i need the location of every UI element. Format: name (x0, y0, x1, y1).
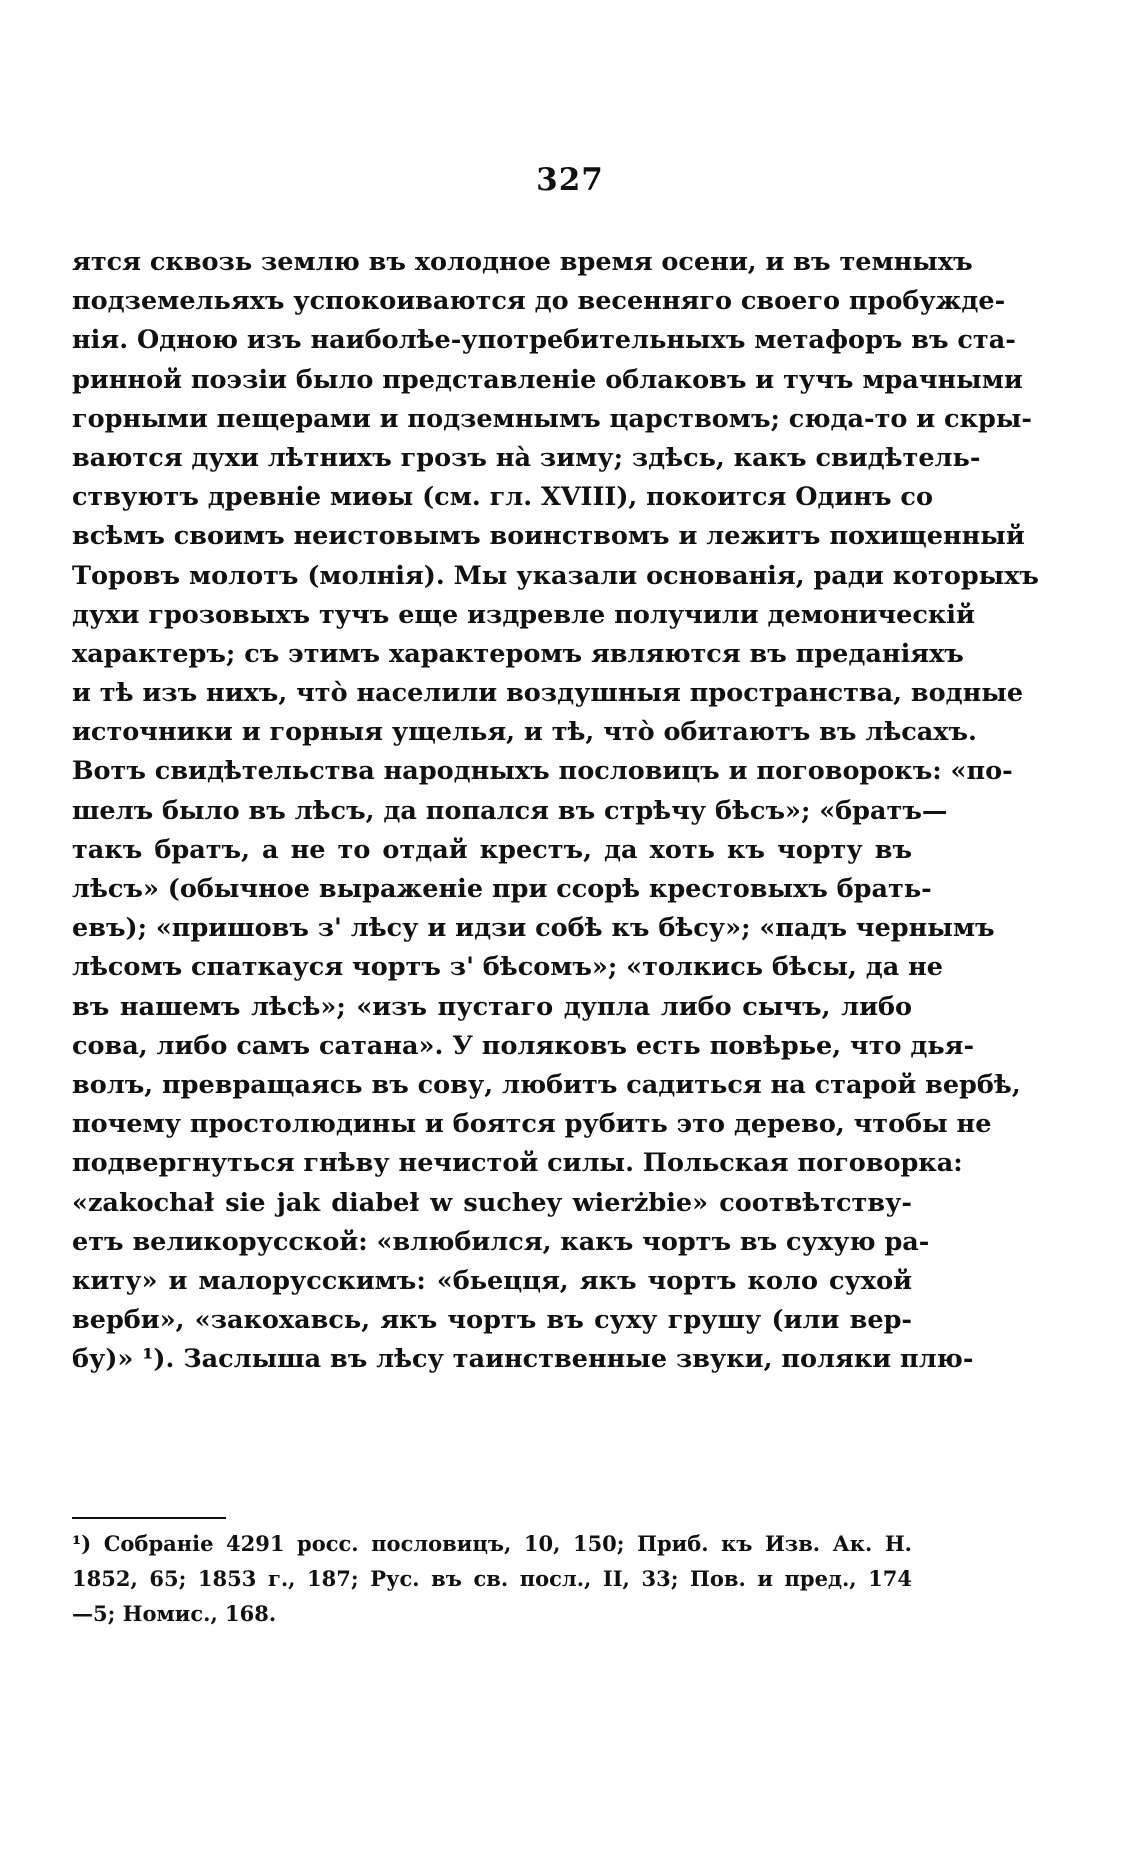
text-line: евъ); «пришовъ з' лѣсу и идзи собѣ къ бѣсу»; «падъ чернымъ (72, 913, 995, 944)
text-line: «zakochał sie jak diabeł w suchey wierżbie» соотвѣтству- (72, 1187, 912, 1218)
text-line: лѣсомъ спаткауся чортъ з' бѣсомъ»; «толкись бѣсы, да не (72, 952, 943, 983)
text-line: въ нашемъ лѣсѣ»; «изъ пустаго дупла либо сычъ, либо (72, 991, 912, 1022)
text-line: волъ, превращаясь въ сову, любитъ садиться на старой вербѣ, (72, 1069, 1021, 1100)
text-line: источники и горныя ущелья, и тѣ, что̀ обитаютъ въ лѣсахъ. (72, 717, 977, 748)
text-line: духи грозовыхъ тучъ еще издревле получили демоническій (72, 599, 975, 630)
body-text (72, 243, 1039, 1379)
text-line: характеръ; съ этимъ характеромъ являются въ преданіяхъ (72, 638, 964, 669)
footnote-divider (72, 1517, 226, 1519)
text-line: почему простолюдины и боятся рубить это дерево, чтобы не (72, 1109, 992, 1140)
text-line: ствуютъ древніе миѳы (см. гл. XVIII), покоится Одинъ со (72, 482, 933, 513)
text-line: шелъ было въ лѣсъ, да попался въ стрѣчу бѣсъ»; «братъ— (72, 795, 948, 826)
text-line: бу)» ¹). Заслыша въ лѣсу таинственные звуки, поляки плю- (72, 1344, 974, 1375)
footnote-line: 1852, 65; 1853 г., 187; Рус. въ св. посл., II, 33; Пов. и пред., 174 (72, 1566, 912, 1591)
footnote-line: —5; Номис., 168. (72, 1601, 277, 1626)
text-line: такъ братъ, а не то отдай крестъ, да хоть къ чорту въ (72, 834, 912, 865)
text-line: Вотъ свидѣтельства народныхъ пословицъ и поговорокъ: «по- (72, 756, 1013, 787)
text-line: нія. Одною изъ наиболѣе-употребительныхъ метафоръ въ ста- (72, 325, 1016, 356)
text-line: ваются духи лѣтнихъ грозъ на̀ зиму; здѣсь, какъ свидѣтель- (72, 442, 981, 473)
text-line: горными пещерами и подземнымъ царствомъ; сюда-то и скры- (72, 403, 1032, 434)
text-line: етъ великорусской: «влюбился, какъ чортъ въ сухую ра- (72, 1226, 930, 1257)
text-line: всѣмъ своимъ неистовымъ воинствомъ и лежитъ похищенный (72, 521, 1025, 552)
text-line: киту» и малорусскимъ: «бьецця, якъ чортъ коло сухой (72, 1265, 912, 1296)
text-line: ринной поэзіи было представленіе облаковъ и тучъ мрачными (72, 364, 1023, 395)
text-line: подвергнуться гнѣву нечистой силы. Польская поговорка: (72, 1148, 963, 1179)
footnote-line: ¹) Собраніе 4291 росс. пословицъ, 10, 150; Приб. къ Изв. Ак. Н. (72, 1531, 912, 1556)
page-number: 327 (536, 162, 604, 198)
text-line: Торовъ молотъ (молнія). Мы указали основанія, ради которыхъ (72, 560, 1039, 591)
text-line: подземельяхъ успокоиваются до весенняго своего пробужде- (72, 286, 1006, 317)
text-line: ятся сквозь землю въ холодное время осени, и въ темныхъ (72, 247, 973, 277)
footnotes (72, 1526, 912, 1631)
text-line: сова, либо самъ сатана». У поляковъ есть повѣрье, что дья- (72, 1030, 975, 1061)
text-line: лѣсъ» (обычное выраженіе при ссорѣ крестовыхъ брать- (72, 874, 932, 904)
text-line: верби», «закохавсь, якъ чортъ въ суху грушу (или вер- (72, 1305, 912, 1336)
text-line: и тѣ изъ нихъ, что̀ населили воздушныя пространства, водные (72, 678, 1024, 709)
